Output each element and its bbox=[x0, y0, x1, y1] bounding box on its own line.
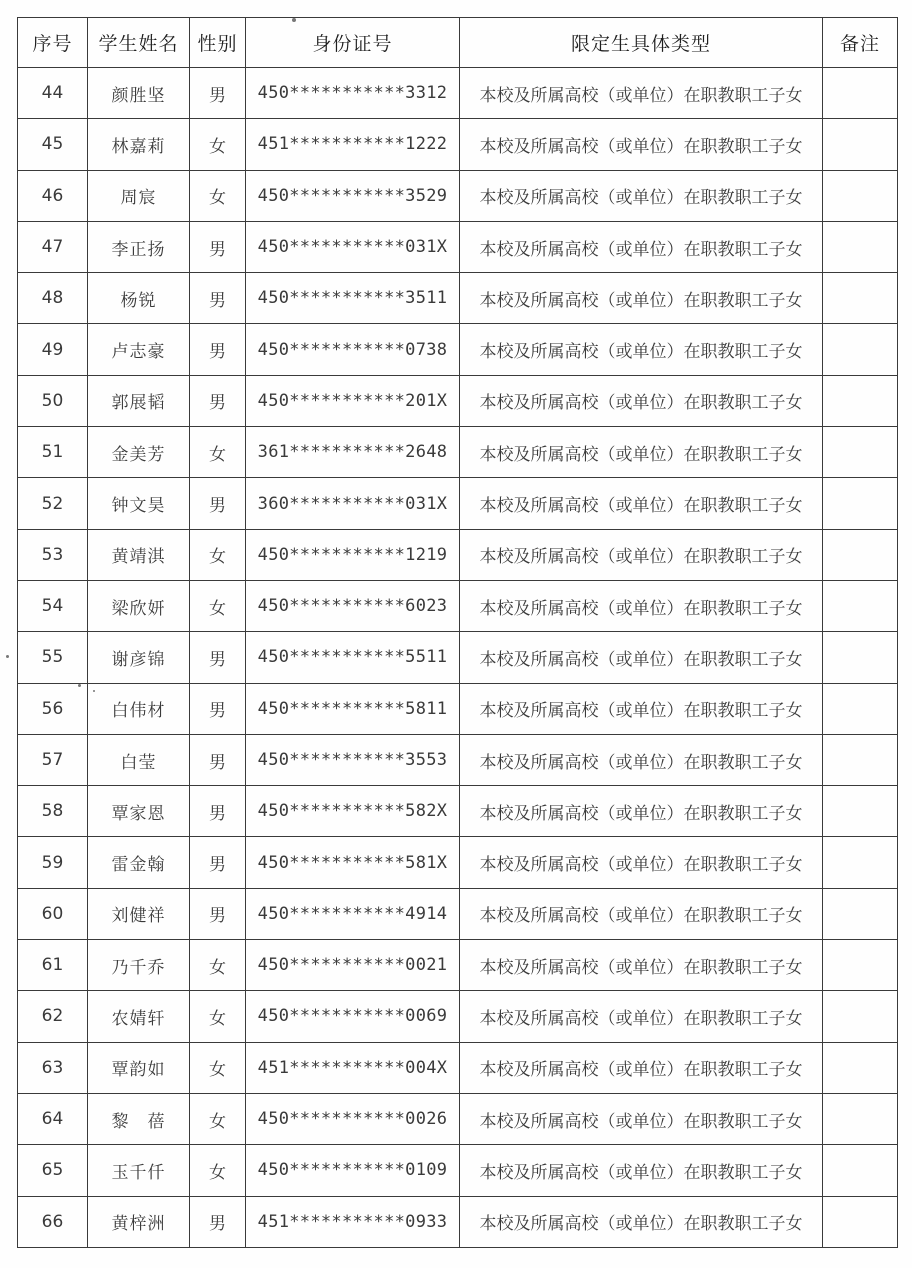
cell-sex: 女 bbox=[190, 940, 246, 991]
cell-sex: 男 bbox=[190, 1196, 246, 1247]
cell-no: 50 bbox=[18, 375, 88, 426]
cell-id: 451***********0933 bbox=[246, 1196, 460, 1247]
table-row bbox=[18, 734, 898, 785]
cell-id: 450***********0069 bbox=[246, 991, 460, 1042]
cell-id: 450***********5811 bbox=[246, 683, 460, 734]
cell-name: 黎 蓓 bbox=[88, 1093, 190, 1144]
cell-note bbox=[823, 1093, 898, 1144]
cell-name: 卢志豪 bbox=[88, 324, 190, 375]
table-row bbox=[18, 786, 898, 837]
cell-id: 450***********0026 bbox=[246, 1093, 460, 1144]
cell-id: 450***********4914 bbox=[246, 888, 460, 939]
cell-no: 47 bbox=[18, 221, 88, 272]
cell-name: 覃家恩 bbox=[88, 786, 190, 837]
cell-type: 本校及所属高校（或单位）在职教职工子女 bbox=[460, 991, 823, 1042]
header-note: 备注 bbox=[823, 18, 898, 68]
cell-name: 郭展韬 bbox=[88, 375, 190, 426]
cell-sex: 男 bbox=[190, 888, 246, 939]
table-body bbox=[18, 68, 898, 1248]
scan-speck bbox=[292, 18, 296, 22]
table-row bbox=[18, 68, 898, 119]
cell-note bbox=[823, 324, 898, 375]
cell-note bbox=[823, 170, 898, 221]
student-roster-table bbox=[17, 17, 898, 1248]
table-row bbox=[18, 940, 898, 991]
cell-note bbox=[823, 273, 898, 324]
header-name: 学生姓名 bbox=[88, 18, 190, 68]
cell-no: 45 bbox=[18, 119, 88, 170]
cell-note bbox=[823, 68, 898, 119]
cell-id: 450***********581X bbox=[246, 837, 460, 888]
table-row bbox=[18, 580, 898, 631]
cell-name: 杨锐 bbox=[88, 273, 190, 324]
cell-no: 66 bbox=[18, 1196, 88, 1247]
cell-name: 林嘉莉 bbox=[88, 119, 190, 170]
cell-no: 64 bbox=[18, 1093, 88, 1144]
cell-id: 451***********1222 bbox=[246, 119, 460, 170]
cell-type: 本校及所属高校（或单位）在职教职工子女 bbox=[460, 1042, 823, 1093]
cell-type: 本校及所属高校（或单位）在职教职工子女 bbox=[460, 427, 823, 478]
cell-sex: 女 bbox=[190, 1093, 246, 1144]
cell-type: 本校及所属高校（或单位）在职教职工子女 bbox=[460, 786, 823, 837]
table-row bbox=[18, 1145, 898, 1196]
cell-type: 本校及所属高校（或单位）在职教职工子女 bbox=[460, 68, 823, 119]
cell-no: 51 bbox=[18, 427, 88, 478]
cell-sex: 男 bbox=[190, 478, 246, 529]
cell-name: 钟文昊 bbox=[88, 478, 190, 529]
cell-id: 450***********0738 bbox=[246, 324, 460, 375]
cell-type: 本校及所属高校（或单位）在职教职工子女 bbox=[460, 1145, 823, 1196]
cell-no: 54 bbox=[18, 580, 88, 631]
cell-no: 61 bbox=[18, 940, 88, 991]
table-row bbox=[18, 888, 898, 939]
cell-sex: 女 bbox=[190, 529, 246, 580]
cell-sex: 女 bbox=[190, 580, 246, 631]
cell-type: 本校及所属高校（或单位）在职教职工子女 bbox=[460, 580, 823, 631]
table-row bbox=[18, 478, 898, 529]
cell-type: 本校及所属高校（或单位）在职教职工子女 bbox=[460, 940, 823, 991]
cell-type: 本校及所属高校（或单位）在职教职工子女 bbox=[460, 888, 823, 939]
cell-id: 450***********5511 bbox=[246, 632, 460, 683]
cell-no: 46 bbox=[18, 170, 88, 221]
cell-no: 57 bbox=[18, 734, 88, 785]
cell-id: 450***********582X bbox=[246, 786, 460, 837]
cell-sex: 男 bbox=[190, 734, 246, 785]
cell-note bbox=[823, 888, 898, 939]
cell-note bbox=[823, 1042, 898, 1093]
cell-sex: 男 bbox=[190, 273, 246, 324]
cell-name: 白莹 bbox=[88, 734, 190, 785]
table-row bbox=[18, 1093, 898, 1144]
cell-type: 本校及所属高校（或单位）在职教职工子女 bbox=[460, 529, 823, 580]
cell-no: 65 bbox=[18, 1145, 88, 1196]
cell-name: 雷金翰 bbox=[88, 837, 190, 888]
cell-note bbox=[823, 1196, 898, 1247]
cell-sex: 男 bbox=[190, 68, 246, 119]
cell-sex: 女 bbox=[190, 427, 246, 478]
cell-no: 56 bbox=[18, 683, 88, 734]
cell-sex: 女 bbox=[190, 1145, 246, 1196]
cell-type: 本校及所属高校（或单位）在职教职工子女 bbox=[460, 119, 823, 170]
cell-sex: 女 bbox=[190, 1042, 246, 1093]
table-row bbox=[18, 170, 898, 221]
cell-name: 金美芳 bbox=[88, 427, 190, 478]
header-type: 限定生具体类型 bbox=[460, 18, 823, 68]
cell-id: 361***********2648 bbox=[246, 427, 460, 478]
cell-no: 52 bbox=[18, 478, 88, 529]
cell-type: 本校及所属高校（或单位）在职教职工子女 bbox=[460, 1093, 823, 1144]
cell-name: 周宸 bbox=[88, 170, 190, 221]
cell-type: 本校及所属高校（或单位）在职教职工子女 bbox=[460, 734, 823, 785]
table-row bbox=[18, 683, 898, 734]
table-row bbox=[18, 427, 898, 478]
cell-name: 乃千乔 bbox=[88, 940, 190, 991]
cell-name: 白伟材 bbox=[88, 683, 190, 734]
cell-no: 58 bbox=[18, 786, 88, 837]
cell-note bbox=[823, 478, 898, 529]
cell-sex: 男 bbox=[190, 837, 246, 888]
cell-id: 450***********0109 bbox=[246, 1145, 460, 1196]
cell-id: 450***********3511 bbox=[246, 273, 460, 324]
cell-note bbox=[823, 427, 898, 478]
cell-name: 农婧轩 bbox=[88, 991, 190, 1042]
cell-name: 黄梓洲 bbox=[88, 1196, 190, 1247]
cell-no: 63 bbox=[18, 1042, 88, 1093]
cell-id: 450***********3312 bbox=[246, 68, 460, 119]
cell-name: 李正扬 bbox=[88, 221, 190, 272]
cell-id: 450***********031X bbox=[246, 221, 460, 272]
cell-type: 本校及所属高校（或单位）在职教职工子女 bbox=[460, 632, 823, 683]
cell-sex: 男 bbox=[190, 683, 246, 734]
table-row bbox=[18, 991, 898, 1042]
header-row bbox=[18, 18, 898, 68]
cell-note bbox=[823, 940, 898, 991]
cell-note bbox=[823, 1145, 898, 1196]
cell-id: 450***********6023 bbox=[246, 580, 460, 631]
cell-sex: 男 bbox=[190, 786, 246, 837]
header-id: 身份证号 bbox=[246, 18, 460, 68]
cell-name: 刘健祥 bbox=[88, 888, 190, 939]
table-row bbox=[18, 632, 898, 683]
cell-type: 本校及所属高校（或单位）在职教职工子女 bbox=[460, 221, 823, 272]
scan-speck bbox=[93, 690, 95, 692]
cell-type: 本校及所属高校（或单位）在职教职工子女 bbox=[460, 324, 823, 375]
cell-type: 本校及所属高校（或单位）在职教职工子女 bbox=[460, 478, 823, 529]
cell-no: 53 bbox=[18, 529, 88, 580]
cell-name: 黄靖淇 bbox=[88, 529, 190, 580]
cell-sex: 男 bbox=[190, 632, 246, 683]
cell-id: 450***********0021 bbox=[246, 940, 460, 991]
cell-no: 59 bbox=[18, 837, 88, 888]
scan-speck bbox=[78, 684, 81, 687]
cell-name: 玉千仟 bbox=[88, 1145, 190, 1196]
cell-no: 55 bbox=[18, 632, 88, 683]
cell-sex: 女 bbox=[190, 119, 246, 170]
cell-sex: 男 bbox=[190, 375, 246, 426]
cell-name: 颜胜坚 bbox=[88, 68, 190, 119]
cell-note bbox=[823, 837, 898, 888]
table-row bbox=[18, 119, 898, 170]
table-row bbox=[18, 1196, 898, 1247]
cell-name: 谢彦锦 bbox=[88, 632, 190, 683]
header-sex: 性别 bbox=[190, 18, 246, 68]
table-row bbox=[18, 273, 898, 324]
table-row bbox=[18, 1042, 898, 1093]
cell-sex: 男 bbox=[190, 324, 246, 375]
cell-note bbox=[823, 529, 898, 580]
cell-name: 梁欣妍 bbox=[88, 580, 190, 631]
cell-type: 本校及所属高校（或单位）在职教职工子女 bbox=[460, 375, 823, 426]
cell-no: 44 bbox=[18, 68, 88, 119]
cell-id: 450***********3553 bbox=[246, 734, 460, 785]
cell-note bbox=[823, 991, 898, 1042]
cell-note bbox=[823, 632, 898, 683]
cell-note bbox=[823, 786, 898, 837]
cell-note bbox=[823, 375, 898, 426]
cell-sex: 女 bbox=[190, 170, 246, 221]
cell-type: 本校及所属高校（或单位）在职教职工子女 bbox=[460, 683, 823, 734]
cell-note bbox=[823, 683, 898, 734]
cell-type: 本校及所属高校（或单位）在职教职工子女 bbox=[460, 1196, 823, 1247]
cell-no: 48 bbox=[18, 273, 88, 324]
cell-note bbox=[823, 119, 898, 170]
cell-sex: 女 bbox=[190, 991, 246, 1042]
cell-id: 450***********1219 bbox=[246, 529, 460, 580]
cell-id: 360***********031X bbox=[246, 478, 460, 529]
cell-id: 451***********004X bbox=[246, 1042, 460, 1093]
cell-no: 62 bbox=[18, 991, 88, 1042]
cell-type: 本校及所属高校（或单位）在职教职工子女 bbox=[460, 837, 823, 888]
cell-note bbox=[823, 580, 898, 631]
table-row bbox=[18, 375, 898, 426]
cell-name: 覃韵如 bbox=[88, 1042, 190, 1093]
scan-speck bbox=[6, 655, 9, 658]
cell-id: 450***********3529 bbox=[246, 170, 460, 221]
table-row bbox=[18, 324, 898, 375]
cell-sex: 男 bbox=[190, 221, 246, 272]
cell-no: 49 bbox=[18, 324, 88, 375]
cell-no: 60 bbox=[18, 888, 88, 939]
header-no: 序号 bbox=[18, 18, 88, 68]
cell-id: 450***********201X bbox=[246, 375, 460, 426]
cell-note bbox=[823, 221, 898, 272]
table-row bbox=[18, 221, 898, 272]
cell-type: 本校及所属高校（或单位）在职教职工子女 bbox=[460, 273, 823, 324]
table-row bbox=[18, 837, 898, 888]
cell-type: 本校及所属高校（或单位）在职教职工子女 bbox=[460, 170, 823, 221]
table-row bbox=[18, 529, 898, 580]
cell-note bbox=[823, 734, 898, 785]
